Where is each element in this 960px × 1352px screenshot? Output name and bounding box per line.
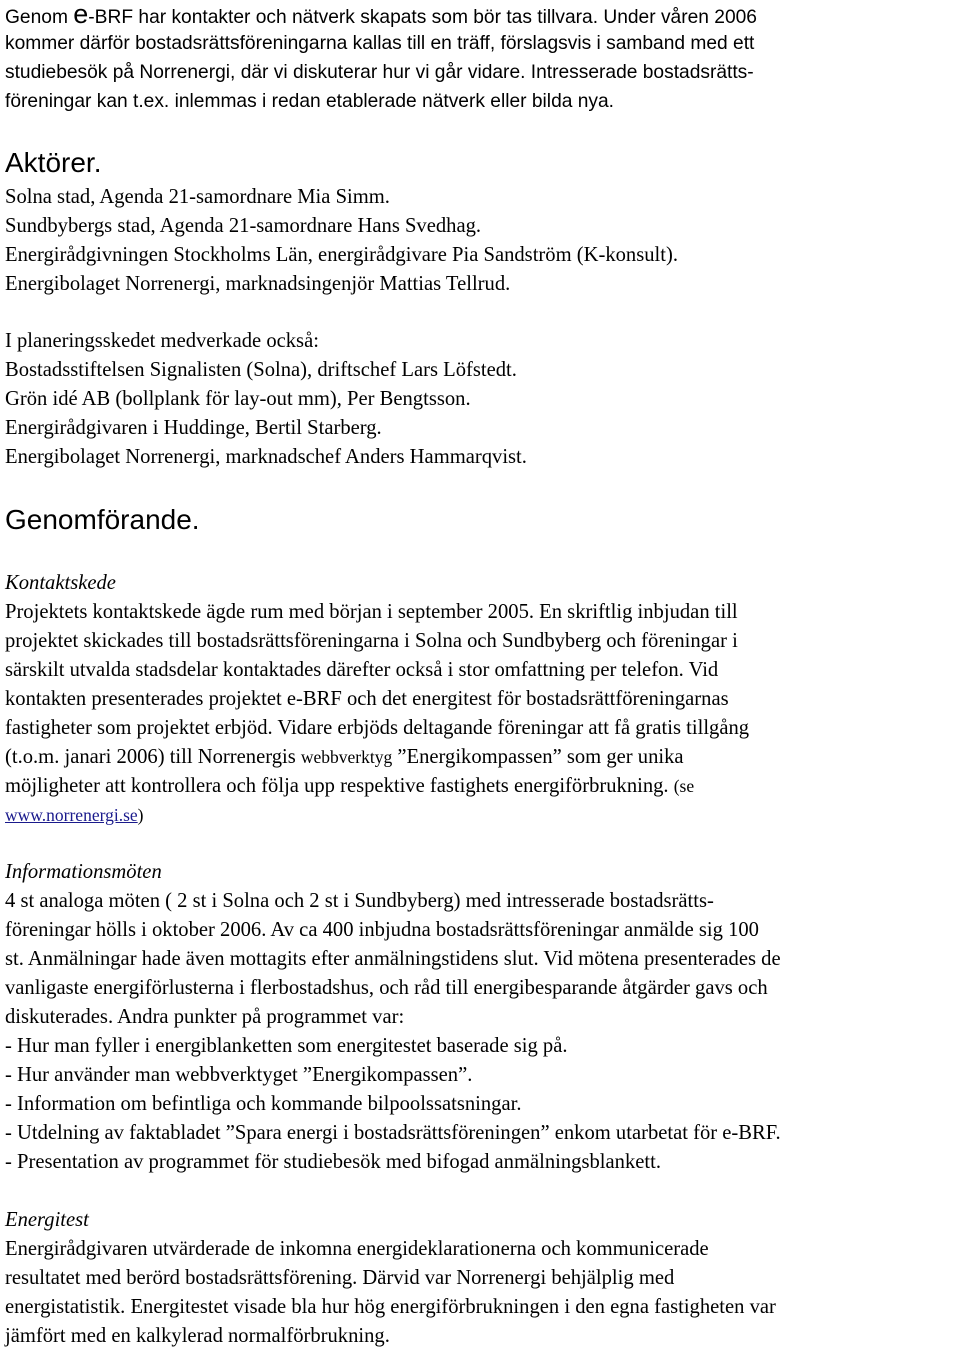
planering-line: Grön idé AB (bollplank för lay-out mm), Per Bengtsson. bbox=[5, 388, 471, 410]
aktor-line: Solna stad, Agenda 21-samordnare Mia Simm. bbox=[5, 186, 390, 208]
intro-line-3: studiebesök på Norrenergi, där vi diskuterar hur vi går vidare. Intresserade bostadsrätts- bbox=[5, 62, 754, 83]
genomforande-heading: Genomförande. bbox=[5, 504, 200, 535]
info-line: 4 st analoga möten ( 2 st i Solna och 2 st i Sundbyberg) med intresserade bostadsrätts- bbox=[5, 890, 714, 912]
energitest-line: jämfört med en kalkylerad normalförbrukning. bbox=[5, 1325, 390, 1347]
kontakt-line: projektet skickades till bostadsrättsföreningarna i Solna och Sundbyberg och föreningar i bbox=[5, 630, 738, 652]
energitest-line: Energirådgivaren utvärderade de inkomna energideklarationerna och kommunicerade bbox=[5, 1238, 709, 1260]
kontakt-line: kontakten presenterades projektet e-BRF och det energitest för bostadsrättföreningarnas bbox=[5, 688, 729, 710]
info-list-item: - Information om befintliga och kommande bilpoolssatsningar. bbox=[5, 1093, 522, 1115]
kontaktskede-subheading: Kontaktskede bbox=[5, 572, 116, 594]
info-list-item: - Hur använder man webbverktyget ”Energikompassen”. bbox=[5, 1064, 473, 1086]
kontakt-line: www.norrenergi.se) bbox=[5, 805, 144, 825]
aktor-line: Sundbybergs stad, Agenda 21-samordnare Hans Svedhag. bbox=[5, 215, 482, 237]
informationsmoten-subheading: Informationsmöten bbox=[5, 861, 162, 883]
kontakt-line: (t.o.m. janari 2006) till Norrenergis webbverktyg ”Energikompassen” som ger unika bbox=[5, 746, 684, 768]
info-list-item: - Presentation av programmet för studiebesök med bifogad anmälningsblankett. bbox=[5, 1151, 661, 1173]
kontakt-line: Projektets kontaktskede ägde rum med början i september 2005. En skriftlig inbjudan till bbox=[5, 601, 738, 623]
intro-line-1: Genom e-BRF har kontakter och nätverk skapats som bör tas tillvara. Under våren 2006 bbox=[5, 0, 757, 29]
energitest-subheading: Energitest bbox=[5, 1209, 89, 1231]
intro-line-4: föreningar kan t.ex. inlemmas i redan etablerade nätverk eller bilda nya. bbox=[5, 91, 615, 112]
norrenergi-link[interactable]: www.norrenergi.se bbox=[5, 805, 138, 825]
planering-line: Energibolaget Norrenergi, marknadschef Anders Hammarqvist. bbox=[5, 446, 527, 468]
info-list-item: - Utdelning av faktabladet ”Spara energi i bostadsrättsföreningen” enkom utarbetat för e-BRF. bbox=[5, 1122, 781, 1144]
aktor-line: Energibolaget Norrenergi, marknadsingenjör Mattias Tellrud. bbox=[5, 273, 511, 295]
info-line: föreningar hölls i oktober 2006. Av ca 400 inbjudna bostadsrättsföreningar anmälde sig 100 bbox=[5, 919, 759, 941]
kontakt-line: särskilt utvalda stadsdelar kontaktades därefter också i stor omfattning per telefon. Vid bbox=[5, 659, 719, 681]
aktorer-heading: Aktörer. bbox=[5, 147, 102, 178]
info-list-item: - Hur man fyller i energiblanketten som energitestet baserade sig på. bbox=[5, 1035, 568, 1057]
info-line: st. Anmälningar hade även mottagits efter anmälningstidens slut. Vid mötena presenterades de bbox=[5, 948, 781, 970]
kontakt-line: fastigheter som projektet erbjöd. Vidare erbjöds deltagande föreningar att få gratis tillgång bbox=[5, 717, 750, 739]
planering-line: Energirådgivaren i Huddinge, Bertil Starberg. bbox=[5, 417, 382, 439]
planering-line: Bostadsstiftelsen Signalisten (Solna), driftschef Lars Löfstedt. bbox=[5, 359, 517, 381]
intro-line-2: kommer därför bostadsrättsföreningarna kallas till en träff, förslagsvis i samband med ett bbox=[5, 33, 755, 54]
energitest-line: energistatistik. Energitestet visade bla hur hög energiförbrukningen i den egna fastigheten var bbox=[5, 1296, 776, 1318]
energitest-line: resultatet med berörd bostadsrättsförening. Därvid var Norrenergi behjälplig med bbox=[5, 1267, 675, 1289]
kontakt-line: möjligheter att kontrollera och följa upp respektive fastighets energiförbrukning. (se bbox=[5, 775, 695, 797]
info-line: vanligaste energiförlusterna i flerbostadshus, och råd till energibesparande åtgärder gavs och bbox=[5, 977, 768, 999]
info-line: diskuterades. Andra punkter på programmet var: bbox=[5, 1006, 405, 1028]
planering-intro: I planeringsskedet medverkade också: bbox=[5, 330, 319, 352]
aktor-line: Energirådgivningen Stockholms Län, energirådgivare Pia Sandström (K-konsult). bbox=[5, 244, 678, 266]
